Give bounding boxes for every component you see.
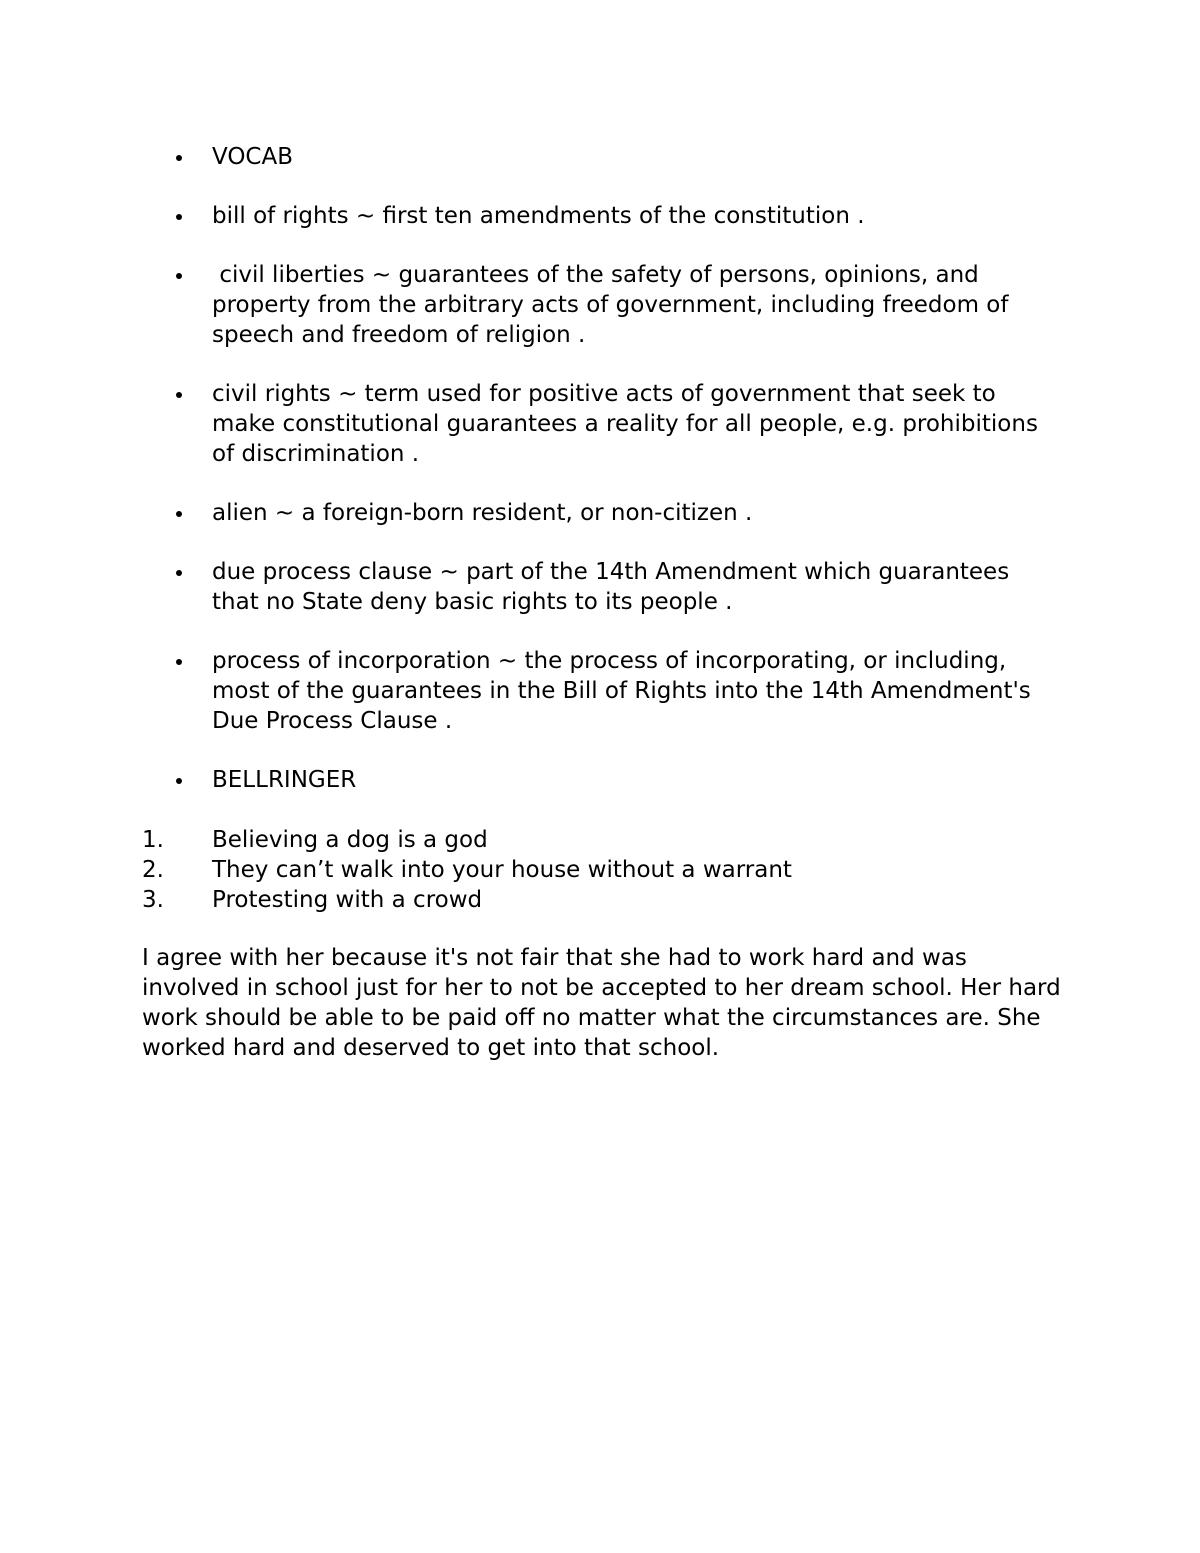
bullet-dot-icon xyxy=(176,392,182,398)
numbered-item-text: They can’t walk into your house without a warrant xyxy=(212,857,792,883)
numbered-item xyxy=(142,855,1062,885)
bullet-item-incorporation xyxy=(142,646,1062,736)
bullet-text: due process clause ~ part of the 14th Amendment which guarantees that no State deny basic rights to its people . xyxy=(212,559,1010,615)
response-paragraph: I agree with her because it's not fair that she had to work hard and was involved in school just for her to not be accepted to her dream school. Her hard work should be able to be paid off no matter what the circumstances are. She worked hard and deserved to get into that school. xyxy=(142,945,1061,1061)
bullet-item-civil-liberties xyxy=(142,260,1062,350)
bullet-item-vocab-heading xyxy=(142,142,1062,172)
bullet-dot-icon xyxy=(176,511,182,517)
bullet-text: civil rights ~ term used for positive acts of government that seek to make constitutional guarantees a reality for all people, e.g. prohibitions of discrimination . xyxy=(212,381,1038,467)
numbered-item xyxy=(142,825,1062,855)
bullet-item-alien xyxy=(142,498,1062,528)
bullet-dot-icon xyxy=(176,659,182,665)
bullet-text: civil liberties ~ guarantees of the safety of persons, opinions, and property from the arbitrary acts of government, including freedom of speech and freedom of religion . xyxy=(212,262,1016,348)
bullet-text: BELLRINGER xyxy=(212,767,357,793)
numbered-item-text: Protesting with a crowd xyxy=(212,887,483,913)
bullet-text: alien ~ a foreign-born resident, or non-citizen . xyxy=(212,500,753,526)
numbered-item-text: Believing a dog is a god xyxy=(212,827,488,853)
number-marker: 2. xyxy=(142,857,164,883)
number-marker: 3. xyxy=(142,887,164,913)
bullet-item-due-process xyxy=(142,557,1062,617)
bullet-dot-icon xyxy=(176,778,182,784)
bullet-dot-icon xyxy=(176,570,182,576)
bullet-dot-icon xyxy=(176,214,182,220)
bullet-text: bill of rights ~ first ten amendments of the constitution . xyxy=(212,203,865,229)
bullet-dot-icon xyxy=(176,273,182,279)
number-marker: 1. xyxy=(142,827,164,853)
vocab-bullet-list xyxy=(142,142,1062,824)
bellringer-numbered-list xyxy=(142,825,1062,915)
bullet-dot-icon xyxy=(176,155,182,161)
bullet-text: VOCAB xyxy=(212,144,294,170)
bullet-item-bill-of-rights xyxy=(142,201,1062,231)
bullet-text: process of incorporation ~ the process of incorporating, or including, most of the guarantees in the Bill of Rights into the 14th Amendment's Due Process Clause . xyxy=(212,648,1031,734)
numbered-item xyxy=(142,885,1062,915)
bullet-item-bellringer-heading xyxy=(142,765,1062,795)
bullet-item-civil-rights xyxy=(142,379,1062,469)
